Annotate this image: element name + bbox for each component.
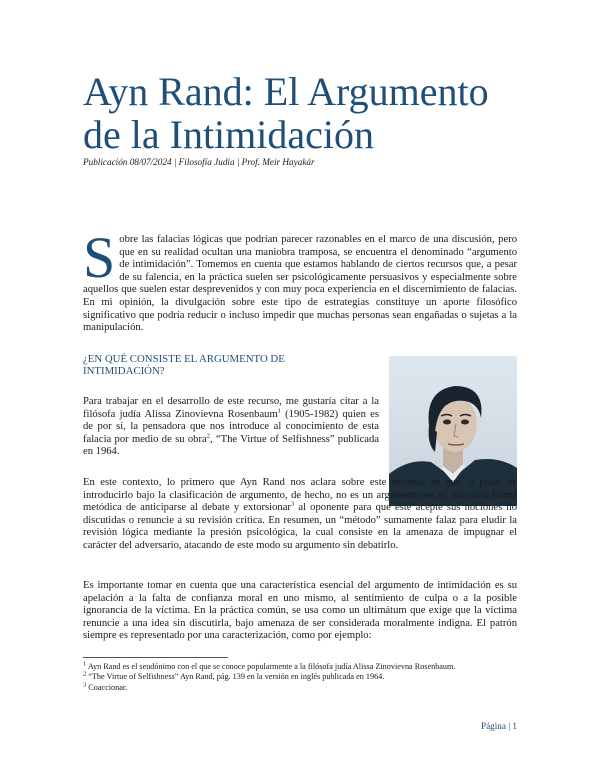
footnote-text: Ayn Rand es el seudónimo con el que se conoce popularmente a la filósofa judía Alissa Zinovievna Rosenbaum.	[86, 662, 456, 671]
footnote-1	[83, 662, 517, 672]
footnote-divider	[83, 657, 228, 658]
footnote-2	[83, 672, 517, 682]
paragraph-1	[83, 396, 379, 459]
drop-cap: S	[83, 225, 116, 290]
footnote-ref-3[interactable]: 3	[290, 500, 295, 508]
footnote-3	[83, 683, 517, 693]
intro-text: obre las falacias lógicas que podrían parecer razonables en el marco de una discusión, pero que en su realidad ocultan una maniobra tramposa, se encuentra el denominado “argumento de intimidación”. Tomemos en cuenta que estamos hablando de ciertos recursos que, a pesar de su falencia, en la práctica suelen ser psicológicamente persuasivos y especialmente sobre aquellos que suelen estar desprevenidos y con muy poca experiencia en el discernimiento de falacias. En mi opinión, la divulgación sobre este tipo de estrategias constituye un aporte filosófico significativo que podría reducir o incluso impedir que muchas personas sean engañadas o sujetas a la manipulación.	[83, 234, 517, 334]
footnote-num: 1	[83, 660, 87, 668]
footer-separator: |	[508, 721, 511, 731]
page-title	[83, 70, 489, 156]
footnote-num: 3	[83, 681, 87, 689]
p1-text-c: , “The Virtue of Selfishness” publicada en 1964.	[83, 433, 379, 458]
page-label: Página	[480, 721, 506, 731]
footnote-text: Coaccionar.	[86, 682, 128, 692]
paragraph-2	[83, 477, 517, 553]
p2-text-a: En este contexto, lo primero que Ayn Rand nos aclara sobre este recurso, es que, a pesar de introducirlo bajo la clasificación de argumento, de hecho, no es un argumento en sí, sino una forma metódica de anticiparse al debate y extorsionar	[83, 477, 517, 514]
footnote-text: “The Virtue of Selfishness” Ayn Rand, pág. 139 en la versión en inglés publicada en 1964.	[86, 672, 385, 682]
paragraph-3: Es importante tomar en cuenta que una característica esencial del argumento de intimidación es su apelación a la falta de confianza moral en uno mismo, al sentimiento de culpa o a la posible ignorancia de la víctima. En la práctica común, se usa como un ultimátum que exige que la víctima renuncie a una idea sin discutirla, bajo amenaza de ser considerada moralmente indigna. El patrón siempre es representado por una caracterización, como por ejemplo:	[83, 580, 517, 642]
p1-text-b: (1905-1982) quien es de por sí, la pensadora que nos introduce al conocimiento de esta falacia por medio de su obra	[83, 408, 379, 445]
section-heading: ¿EN QUÉ CONSISTE EL ARGUMENTO DE INTIMIDACIÓN?	[83, 353, 285, 377]
title-line-1: Ayn Rand: El Argumento	[83, 69, 489, 114]
footnote-ref-1[interactable]: 1	[277, 407, 281, 415]
page-footer	[481, 721, 517, 731]
footnote-num: 2	[83, 670, 87, 678]
page-number: 1	[512, 721, 517, 731]
footnote-ref-2[interactable]: 2	[206, 432, 210, 440]
publication-meta: Publicación 08/07/2024 | Filosofía Judía | Prof. Meir Hayakár	[83, 157, 315, 167]
p2-text-b: al oponente para que éste acepte sus nociones no discutidas o renuncie a su revisión crítica. En resumen, un “método” sumamente falaz para eludir la revisión lógica mediante la presión psicológica, la cual consiste en la amenaza de impugnar el carácter del adversario, atacando de este modo su argumento sin debatirlo.	[83, 502, 518, 551]
title-line-2: de la Intimidación	[83, 112, 375, 157]
p1-text-a: Para trabajar en el desarrollo de este recurso, me gustaría citar a la filósofa judía Alissa Zinovievna Rosenbaum	[83, 396, 379, 420]
intro-paragraph	[83, 225, 517, 335]
footnotes	[83, 657, 517, 693]
